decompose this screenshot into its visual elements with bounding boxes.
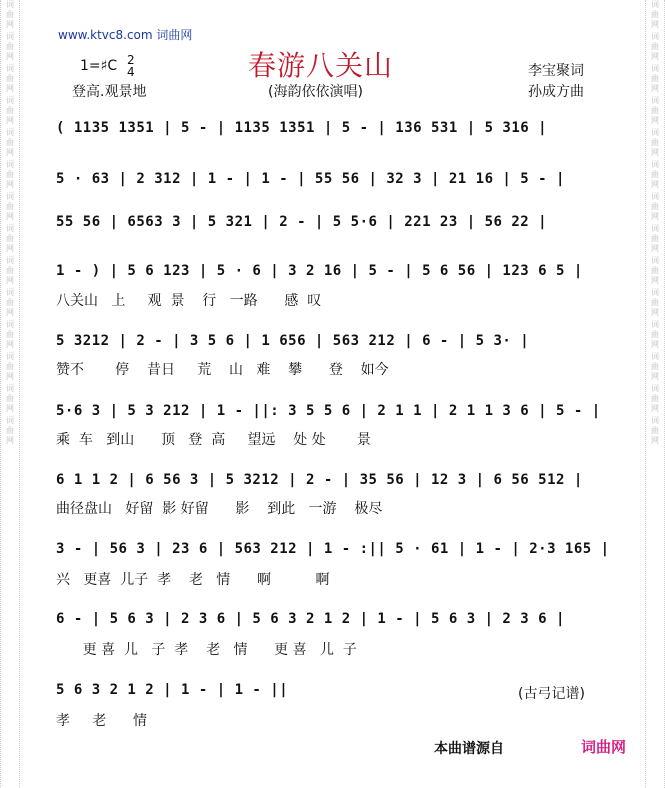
- watermark-text: 词 曲 网: [6, 96, 14, 125]
- site-url[interactable]: www.ktvc8.com 词曲网: [58, 28, 193, 42]
- time-signature: [127, 54, 135, 78]
- watermark-text: 词 曲 网: [651, 256, 659, 285]
- watermark-text: 词 曲 网: [651, 288, 659, 317]
- watermark-text: 词 曲 网: [651, 160, 659, 189]
- watermark-text: 词 曲 网: [651, 64, 659, 93]
- watermark-text: 词 曲 网: [651, 96, 659, 125]
- key-signature: 1=♯C: [80, 58, 118, 74]
- notation-line-9: 6 - | 5 6 3 | 2 3 6 | 5 6 3 2 1 2 | 1 - | 5 6 3 | 2 3 6 |: [56, 611, 565, 627]
- watermark-text: 词 曲 网: [651, 192, 659, 221]
- notation-line-2: 5 · 63 | 2 312 | 1 - | 1 - | 55 56 | 32 3 | 21 16 | 5 - |: [56, 171, 565, 187]
- performer: (海韵依依演唱): [268, 84, 363, 100]
- watermark-text: 词 曲 网: [651, 352, 659, 381]
- watermark-text: 词 曲 网: [6, 288, 14, 317]
- notation-line-1: ( 1135 1351 | 5 - | 1135 1351 | 5 - | 136 531 | 5 316 |: [56, 120, 548, 136]
- watermark-text: 词 曲 网: [651, 0, 659, 29]
- watermark-text: 词 曲 网: [651, 384, 659, 413]
- watermark-text: 词 曲 网: [6, 224, 14, 253]
- watermark-text: 词 曲 网: [6, 192, 14, 221]
- lyric-line-6: 乘 车 到山 顶 登 高 望远 处 处 景: [56, 432, 371, 448]
- transcriber-note: (古弓记谱): [518, 686, 585, 702]
- lyric-line-5: 赞不 停 昔日 荒 山 难 攀 登 如今: [56, 362, 389, 378]
- watermark-text: 词 曲 网: [6, 160, 14, 189]
- watermark-text: 词 曲 网: [651, 224, 659, 253]
- watermark-text: 词 曲 网: [651, 32, 659, 61]
- watermark-text: 词 曲 网: [651, 128, 659, 157]
- time-bottom: 4: [127, 65, 135, 79]
- watermark-text: 词 曲 网: [6, 384, 14, 413]
- notation-line-7: 6 1 1 2 | 6 56 3 | 5 3212 | 2 - | 35 56 | 12 3 | 6 56 512 |: [56, 472, 583, 488]
- source-label: 本曲谱源自: [434, 741, 504, 757]
- time-top: 2: [127, 53, 135, 67]
- watermark-text: 词 曲 网: [6, 128, 14, 157]
- notation-line-8: 3 - | 56 3 | 23 6 | 563 212 | 1 - :|| 5 · 61 | 1 - | 2·3 165 |: [56, 541, 610, 557]
- lyric-line-8: 兴 更喜 儿子 孝 老 情 啊 啊: [56, 572, 330, 588]
- watermark-text: 词 曲 网: [6, 352, 14, 381]
- watermark-text: 词 曲 网: [6, 320, 14, 349]
- watermark-text: 词 曲 网: [6, 64, 14, 93]
- lyric-line-7: 曲径盘山 好留 影 好留 影 到此 一游 极尽: [56, 501, 383, 517]
- watermark-text: 词 曲 网: [6, 416, 14, 445]
- notation-line-4: 1 - ) | 5 6 123 | 5 · 6 | 3 2 16 | 5 - | 5 6 56 | 123 6 5 |: [56, 263, 583, 279]
- lyric-line-4: 八关山 上 观 景 行 一路 感 叹: [56, 293, 322, 309]
- watermark-text: 词 曲 网: [651, 416, 659, 445]
- watermark-text: 词 曲 网: [6, 0, 14, 29]
- composer: 孙成方曲: [528, 84, 584, 100]
- watermark-text: 词 曲 网: [6, 32, 14, 61]
- tempo-marking: 登高.观景地: [72, 84, 147, 100]
- left-watermark-strip: [0, 0, 20, 788]
- notation-line-6: 5·6 3 | 5 3 212 | 1 - ||: 3 5 5 6 | 2 1 1 | 2 1 1 3 6 | 5 - |: [56, 403, 601, 419]
- watermark-text: 词 曲 网: [6, 256, 14, 285]
- watermark-text: 词 曲 网: [651, 320, 659, 349]
- right-watermark-strip: [645, 0, 665, 788]
- lyricist: 李宝聚词: [528, 63, 584, 79]
- notation-line-5: 5 3212 | 2 - | 3 5 6 | 1 656 | 563 212 | 6 - | 5 3· |: [56, 333, 530, 349]
- lyric-line-10: 孝 老 情: [56, 713, 147, 729]
- notation-line-10: 5 6 3 2 1 2 | 1 - | 1 - ||: [56, 682, 289, 698]
- lyric-line-9: 更 喜 儿 子 孝 老 情 更 喜 儿 子: [56, 642, 357, 658]
- song-title: 春游八关山: [248, 49, 394, 82]
- notation-line-3: 55 56 | 6563 3 | 5 321 | 2 - | 5 5·6 | 221 23 | 56 22 |: [56, 214, 548, 230]
- site-logo[interactable]: 词曲网: [581, 738, 627, 756]
